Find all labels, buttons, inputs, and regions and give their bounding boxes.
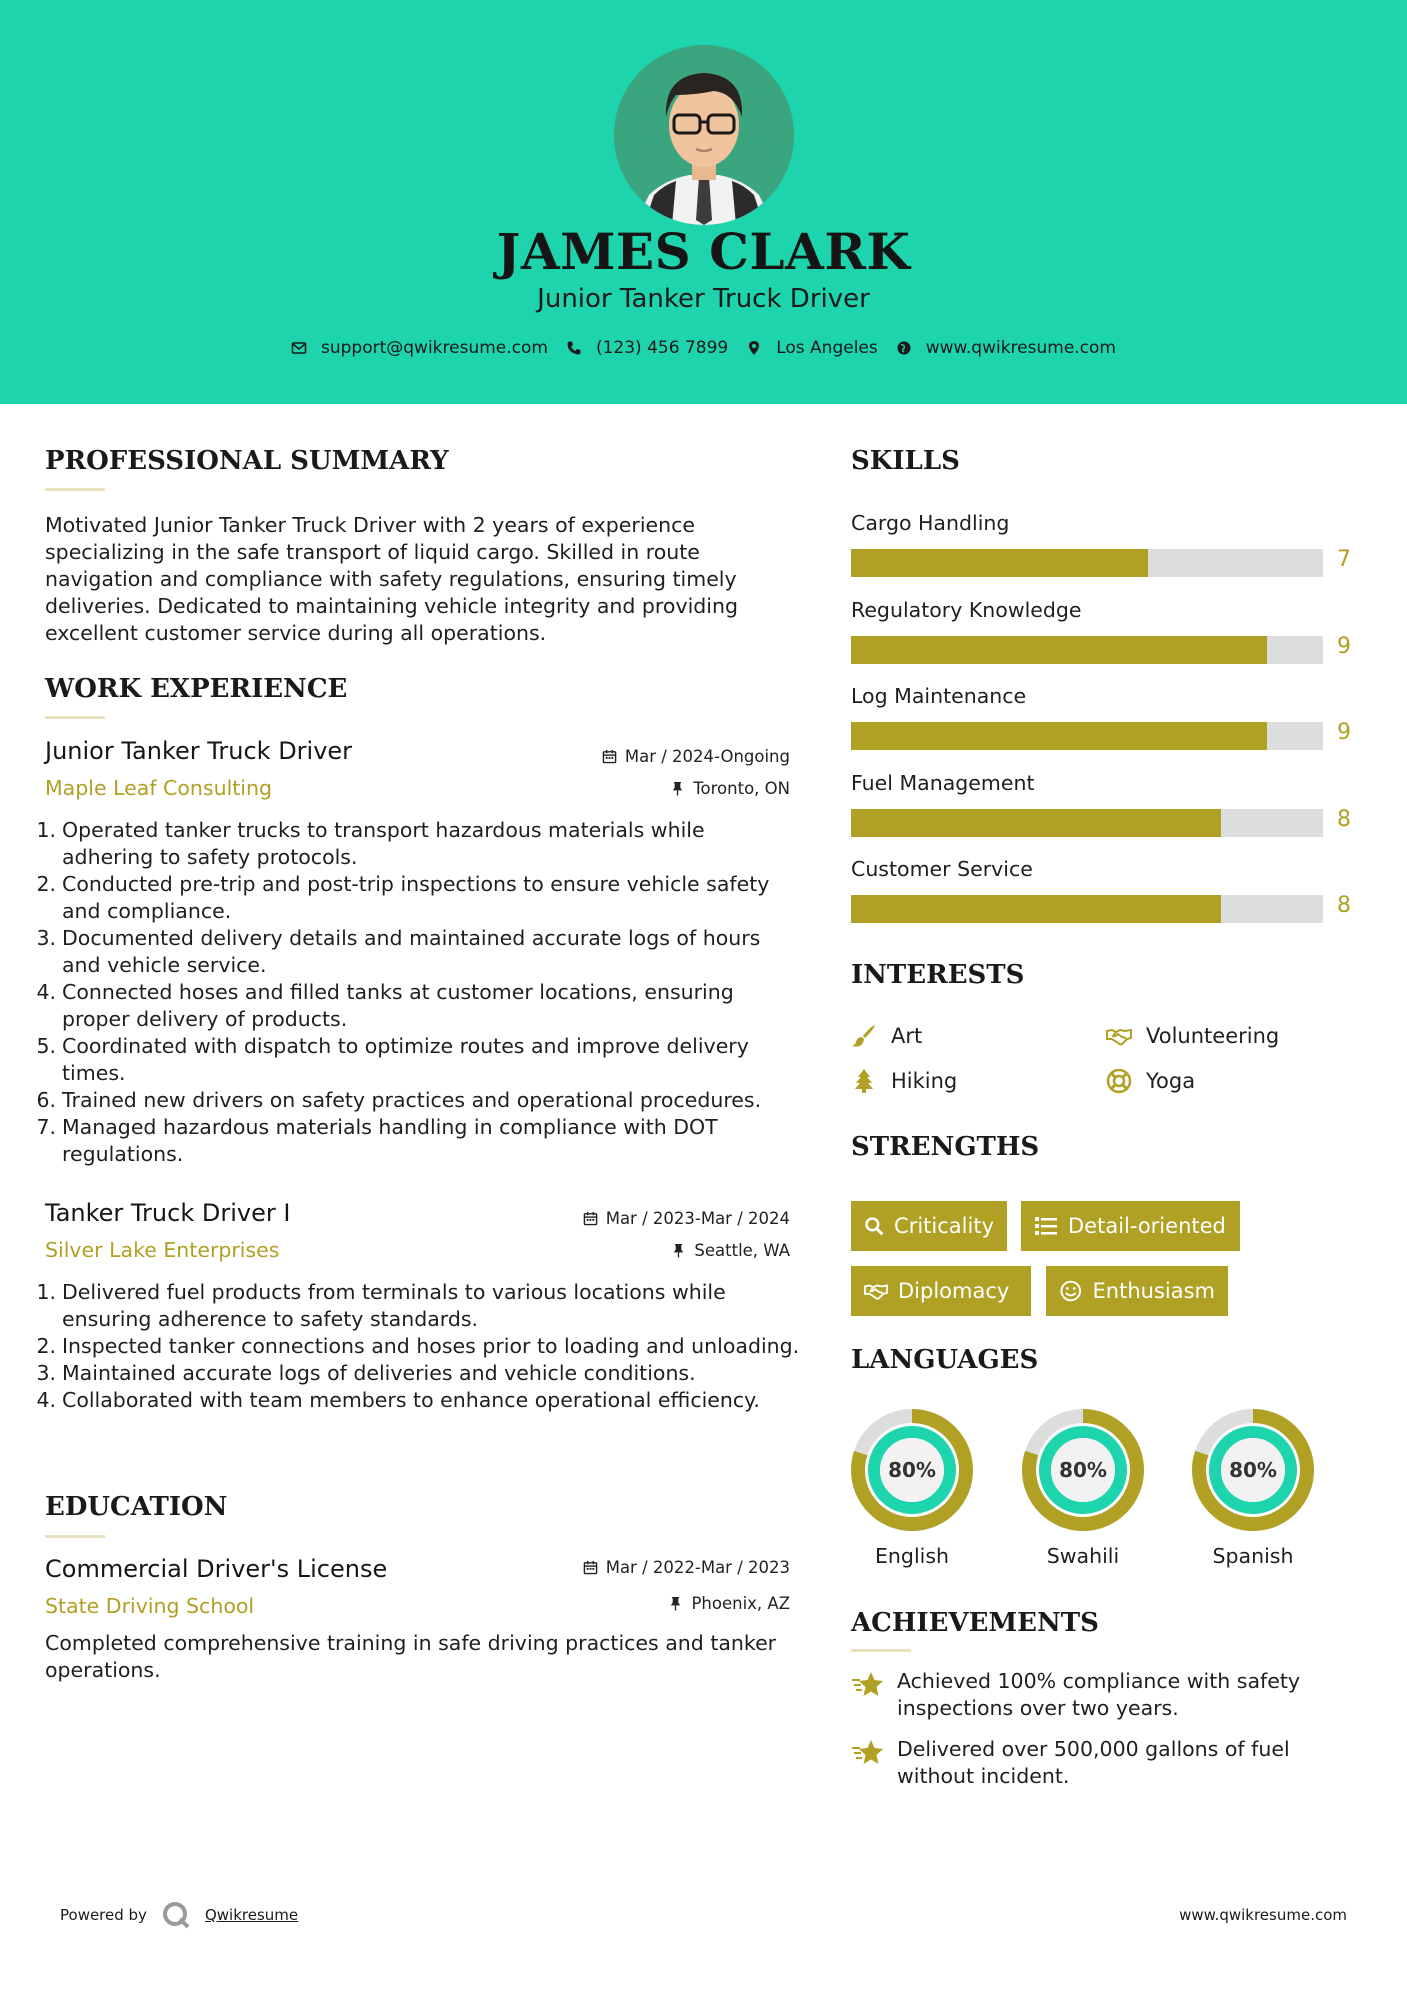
strength-label: Enthusiasm: [1092, 1279, 1215, 1303]
contact-location: [746, 338, 878, 358]
strength-tag: [851, 1201, 1007, 1251]
duty-item: [0, 1333, 800, 1360]
language-item: [1021, 1408, 1145, 1568]
duty-number: 1.: [36, 1280, 56, 1304]
tree-icon: [851, 1068, 877, 1094]
handshake-icon: [1106, 1023, 1132, 1049]
duty-text: Connected hoses and filled tanks at customer locations, ensuring proper delivery of products.: [62, 980, 734, 1031]
section-rule: [45, 1535, 105, 1538]
job-location: [670, 779, 790, 798]
job-dates-text: Mar / 2023-Mar / 2024: [605, 1209, 790, 1228]
strength-label: Criticality: [894, 1214, 994, 1238]
section-rule: [45, 488, 105, 491]
job-location-text: Toronto, ON: [693, 779, 790, 798]
skill-bar-fill: [851, 636, 1267, 664]
skill-bar-fill: [851, 722, 1267, 750]
duty-text: Conducted pre-trip and post-trip inspections to ensure vehicle safety and compliance.: [62, 872, 770, 923]
duty-number: 3.: [36, 926, 56, 950]
interest-label: Hiking: [891, 1069, 958, 1093]
language-ring: [850, 1408, 974, 1532]
skill-value: 9: [1337, 633, 1351, 659]
achievement-item: [851, 1736, 1331, 1790]
language-ring: [1191, 1408, 1315, 1532]
skill-label: Fuel Management: [851, 770, 1035, 795]
section-rule: [851, 1649, 911, 1652]
star-icon: [851, 1738, 885, 1768]
skill-bar: [851, 809, 1323, 837]
strength-tag: [1021, 1201, 1240, 1251]
language-label: Swahili: [1046, 1544, 1120, 1568]
summary-text: Motivated Junior Tanker Truck Driver with 2 years of experience specializing in the safe transport of liquid cargo. Skilled in route navigation and compliance with safety regulations, ensuring timely deliveries. Dedicated to maintaining vehicle integrity and providing excellent customer service during all operations.: [45, 513, 738, 645]
duty-item: [0, 1033, 800, 1087]
job-duties: [0, 817, 800, 1168]
strength-tag: [851, 1266, 1031, 1316]
strength-label: Diplomacy: [898, 1279, 1010, 1303]
duty-number: 1.: [36, 818, 56, 842]
interest-label: Yoga: [1146, 1069, 1196, 1093]
calendar-icon: [602, 749, 617, 764]
footer-powered-by: [60, 1900, 298, 1930]
job-location-text: Seattle, WA: [694, 1241, 790, 1260]
envelope-icon: [291, 340, 307, 356]
strength-label: Detail-oriented: [1068, 1214, 1226, 1238]
duty-text: Operated tanker trucks to transport hazardous materials while adhering to safety protocols.: [62, 818, 705, 869]
candidate-name: JAMES CLARK: [496, 222, 911, 281]
lifering-icon: [1106, 1068, 1132, 1094]
language-percent: 80%: [1229, 1458, 1277, 1482]
calendar-icon: [583, 1560, 598, 1575]
duty-item: [0, 925, 800, 979]
job-dates: [583, 1209, 790, 1228]
languages-heading: LANGUAGES: [851, 1345, 1039, 1375]
skill-bar-fill: [851, 809, 1221, 837]
job-title: Junior Tanker Truck Driver: [45, 737, 353, 765]
contact-bar: [0, 338, 1407, 358]
skills-heading: SKILLS: [851, 446, 960, 476]
achievement-text: Achieved 100% compliance with safety inspections over two years.: [897, 1669, 1301, 1720]
education-dates-text: Mar / 2022-Mar / 2023: [605, 1558, 790, 1577]
duty-item: [0, 1360, 800, 1387]
handshake-icon: [864, 1279, 888, 1303]
duty-number: 4.: [36, 1388, 56, 1412]
duty-number: 5.: [36, 1034, 56, 1058]
skill-value: 8: [1337, 806, 1351, 832]
pushpin-icon: [671, 1243, 686, 1258]
skill-value: 8: [1337, 893, 1351, 918]
achievement-item: [851, 1668, 1331, 1722]
skill-label: Regulatory Knowledge: [851, 597, 1082, 622]
education-location-text: Phoenix, AZ: [691, 1594, 790, 1613]
duty-text: Coordinated with dispatch to optimize routes and improve delivery times.: [62, 1034, 749, 1085]
strength-tag: [1046, 1266, 1228, 1316]
job-dates: [602, 747, 790, 766]
duty-text: Delivered fuel products from terminals to various locations while ensuring adherence to safety standards.: [62, 1280, 726, 1331]
duty-text: Managed hazardous materials handling in compliance with DOT regulations.: [62, 1115, 718, 1166]
profile-photo: [614, 45, 794, 225]
school-name: State Driving School: [45, 1594, 255, 1618]
duty-number: 2.: [36, 872, 56, 896]
duty-number: 2.: [36, 1334, 56, 1358]
job-dates-text: Mar / 2024-Ongoing: [624, 747, 790, 766]
duty-text: Inspected tanker connections and hoses prior to loading and unloading.: [62, 1334, 800, 1358]
job-title: Tanker Truck Driver I: [45, 1199, 291, 1227]
language-label: English: [874, 1544, 950, 1568]
pushpin-icon: [668, 1596, 683, 1611]
strengths-heading: STRENGTHS: [851, 1132, 1040, 1162]
list-icon: [1034, 1214, 1058, 1238]
language-percent: 80%: [888, 1458, 936, 1482]
duty-item: [0, 817, 800, 871]
skill-bar: [851, 895, 1323, 923]
globe-icon: [896, 340, 912, 356]
duty-text: Documented delivery details and maintained accurate logs of hours and vehicle service.: [62, 926, 761, 977]
powered-by-text: Powered by: [60, 1906, 147, 1924]
duty-number: 7.: [36, 1115, 56, 1139]
website-text: www.qwikresume.com: [925, 338, 1116, 358]
interest-item: [1106, 1068, 1195, 1094]
interests-heading: INTERESTS: [851, 960, 1025, 990]
duty-number: 4.: [36, 980, 56, 1004]
duty-item: [0, 1087, 800, 1114]
candidate-role: Junior Tanker Truck Driver: [537, 284, 870, 314]
company-name: Silver Lake Enterprises: [45, 1238, 280, 1262]
interest-label: Art: [891, 1024, 923, 1048]
job-duties: [0, 1279, 800, 1414]
education-text: Completed comprehensive training in safe driving practices and tanker operations.: [45, 1631, 777, 1682]
company-name: Maple Leaf Consulting: [45, 776, 273, 800]
skill-bar: [851, 636, 1323, 664]
duty-text: Collaborated with team members to enhance operational efficiency.: [62, 1388, 760, 1412]
skill-bar-fill: [851, 895, 1221, 923]
star-icon: [851, 1670, 885, 1700]
language-percent: 80%: [1059, 1458, 1107, 1482]
qwikresume-logo-icon: [161, 1900, 191, 1930]
education-location: [668, 1594, 790, 1613]
smile-icon: [1059, 1279, 1083, 1303]
duty-item: [0, 1279, 800, 1333]
paintbrush-icon: [851, 1023, 877, 1049]
email-text: support@qwikresume.com: [321, 338, 548, 358]
phone-icon: [566, 340, 582, 356]
duty-text: Trained new drivers on safety practices and operational procedures.: [62, 1088, 762, 1112]
search-icon: [864, 1214, 884, 1238]
language-item: [1191, 1408, 1315, 1568]
interest-item: [1106, 1023, 1279, 1049]
skill-value: 7: [1337, 547, 1351, 572]
interest-item: [851, 1023, 922, 1049]
achievement-text: Delivered over 500,000 gallons of fuel without incident.: [897, 1737, 1290, 1788]
contact-phone[interactable]: [566, 338, 728, 358]
skill-value: 9: [1337, 720, 1351, 745]
section-rule: [45, 716, 105, 719]
footer-url[interactable]: www.qwikresume.com: [1179, 1906, 1347, 1924]
achievements-heading: ACHIEVEMENTS: [851, 1608, 1099, 1638]
skill-bar-fill: [851, 549, 1148, 577]
contact-website[interactable]: [896, 338, 1116, 358]
skill-bar: [851, 722, 1323, 750]
summary-heading: PROFESSIONAL SUMMARY: [45, 446, 449, 476]
language-label: Spanish: [1212, 1544, 1294, 1568]
calendar-icon: [583, 1211, 598, 1226]
degree-title: Commercial Driver's License: [45, 1555, 388, 1583]
duty-item: [0, 1114, 800, 1168]
skill-bar: [851, 549, 1323, 577]
education-heading: EDUCATION: [45, 1492, 228, 1522]
duty-item: [0, 871, 800, 925]
experience-heading: WORK EXPERIENCE: [45, 674, 348, 704]
language-ring: [1021, 1408, 1145, 1532]
interest-item: [851, 1068, 957, 1094]
duty-item: [0, 979, 800, 1033]
duty-item: [0, 1387, 800, 1414]
phone-text: (123) 456 7899: [595, 338, 729, 358]
duty-text: Maintained accurate logs of deliveries and vehicle conditions.: [62, 1361, 696, 1385]
education-dates: [583, 1558, 790, 1577]
duty-number: 6.: [36, 1088, 56, 1112]
resume-header: [0, 0, 1407, 404]
location-text: Los Angeles: [776, 338, 878, 358]
contact-email[interactable]: [291, 338, 548, 358]
map-pin-icon: [746, 340, 762, 356]
job-location: [671, 1241, 790, 1260]
brand-link[interactable]: Qwikresume: [204, 1906, 299, 1924]
skill-label: Log Maintenance: [851, 684, 1027, 708]
interest-label: Volunteering: [1146, 1024, 1280, 1048]
skill-label: Customer Service: [851, 857, 1033, 881]
pushpin-icon: [670, 781, 685, 796]
duty-number: 3.: [36, 1361, 56, 1385]
language-item: [850, 1408, 974, 1568]
skill-label: Cargo Handling: [851, 511, 1010, 535]
